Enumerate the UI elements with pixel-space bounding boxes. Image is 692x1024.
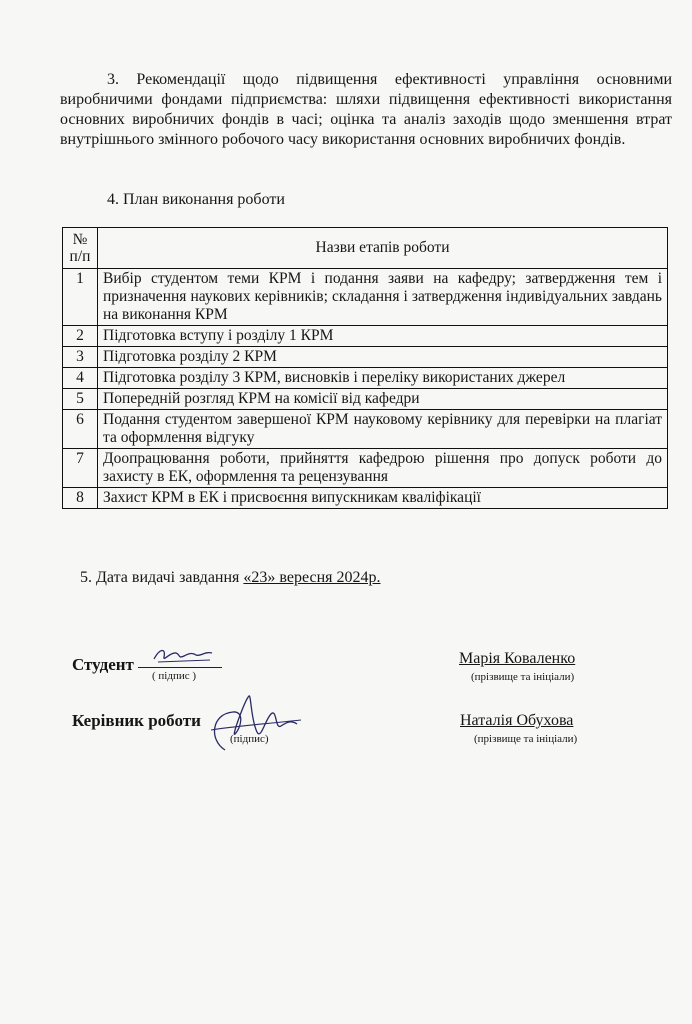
- student-signature-caption: ( підпис ): [152, 670, 197, 682]
- section-4-title: 4. План виконання роботи: [107, 191, 285, 208]
- work-plan-table: [62, 227, 668, 509]
- row-number: 5: [63, 389, 98, 410]
- row-stage: Підготовка вступу і розділу 1 КРМ: [98, 326, 668, 347]
- row-stage: Попередній розгляд КРМ на комісії від кафедри: [98, 389, 668, 410]
- table-row: [63, 347, 668, 368]
- supervisor-label: Керівник роботи: [72, 711, 201, 730]
- row-stage: Подання студентом завершеної КРМ науковому керівнику для перевірки на плагіат та оформлення відгуку: [98, 410, 668, 449]
- issue-date-label: 5. Дата видачі завдання: [80, 569, 244, 586]
- supervisor-name-caption: (прізвище та ініціали): [474, 733, 578, 745]
- table-row: [63, 326, 668, 347]
- table-row: [63, 389, 668, 410]
- section-5-issue-date: [80, 568, 640, 588]
- supervisor-signature-icon: [205, 690, 305, 762]
- supervisor-signature-caption: (підпис): [230, 733, 269, 745]
- table-row: [63, 410, 668, 449]
- table-row: [63, 449, 668, 488]
- row-number: 6: [63, 410, 98, 449]
- row-stage: Вибір студентом теми КРМ і подання заяви на кафедру; затвердження тем і призначення наукових керівників; складання і затвердження індивідуальних завдань на виконання КРМ: [98, 269, 668, 326]
- row-number: 3: [63, 347, 98, 368]
- student-signature-line: [138, 667, 222, 668]
- table-header-row: [63, 228, 668, 269]
- header-number: № п/п: [63, 228, 98, 269]
- row-number: 7: [63, 449, 98, 488]
- row-stage: Доопрацювання роботи, прийняття кафедрою рішення про допуск роботи до захисту в ЕК, оформлення та рецензування: [98, 449, 668, 488]
- student-label: Студент: [72, 655, 134, 674]
- header-stage-name: Назви етапів роботи: [98, 228, 668, 269]
- row-number: 4: [63, 368, 98, 389]
- student-name: Марія Коваленко: [459, 650, 576, 667]
- table-row: [63, 488, 668, 509]
- row-number: 2: [63, 326, 98, 347]
- row-number: 1: [63, 269, 98, 326]
- issue-date-value: «23» вересня 2024р.: [243, 569, 381, 586]
- table-row: [63, 368, 668, 389]
- row-stage: Підготовка розділу 2 КРМ: [98, 347, 668, 368]
- student-signature-icon: [150, 644, 220, 666]
- table-row: [63, 269, 668, 326]
- row-stage: Захист КРМ в ЕК і присвоєння випускникам кваліфікації: [98, 488, 668, 509]
- section-3-recommendations: 3. Рекомендації щодо підвищення ефективності управління основними виробничими фондами підприємства: шляхи підвищення ефективності використання основних виробничих фондів в часі; оцінка та аналіз заходів щодо зменшення втрат внутрішнього змінного робочого часу використання основних виробничих фондів.: [60, 71, 672, 148]
- supervisor-name: Наталія Обухова: [460, 712, 574, 729]
- student-name-caption: (прізвище та ініціали): [471, 671, 575, 683]
- row-number: 8: [63, 488, 98, 509]
- row-stage: Підготовка розділу 3 КРМ, висновків і переліку використаних джерел: [98, 368, 668, 389]
